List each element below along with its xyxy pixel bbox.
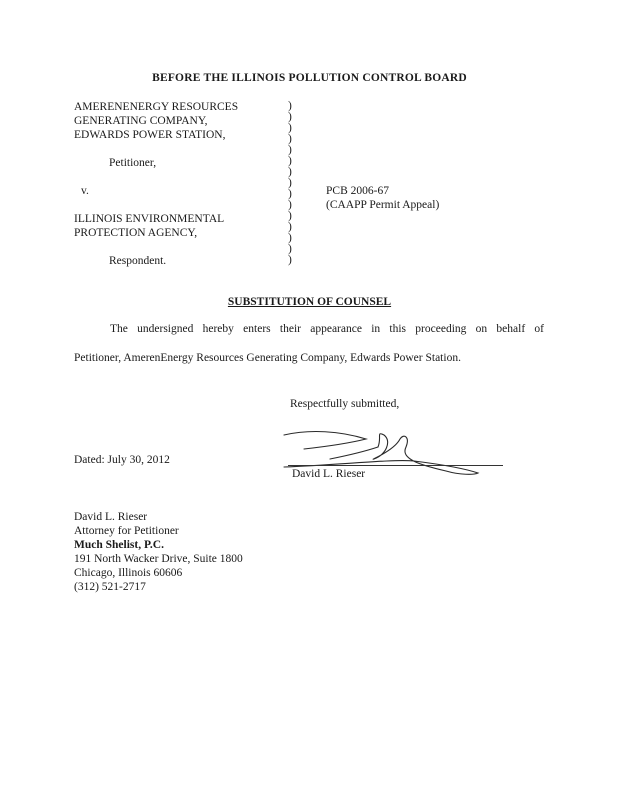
case-type: (CAAPP Permit Appeal)	[326, 199, 440, 211]
respondent-line: ILLINOIS ENVIRONMENTAL	[74, 213, 225, 225]
versus-label: v.	[81, 185, 89, 197]
caption-paren-column	[288, 101, 292, 266]
petitioner-line: EDWARDS POWER STATION,	[74, 129, 226, 141]
signature-line	[288, 465, 503, 466]
petitioner-line: AMERENENERGY RESOURCES	[74, 101, 239, 113]
board-heading: BEFORE THE ILLINOIS POLLUTION CONTROL BOARD	[152, 72, 467, 84]
respondent-line: PROTECTION AGENCY,	[74, 227, 198, 239]
paren: )	[288, 166, 292, 178]
body-line-2: Petitioner, AmerenEnergy Resources Generating Company, Edwards Power Station.	[74, 352, 461, 364]
phone-number: (312) 521-2717	[74, 581, 146, 593]
paren: )	[288, 133, 292, 145]
closing-text: Respectfully submitted,	[290, 398, 400, 410]
attorney-block	[74, 510, 243, 594]
paren: )	[288, 210, 292, 222]
paren: )	[288, 254, 292, 266]
attorney-role: Attorney for Petitioner	[74, 525, 179, 537]
address-line-1: 191 North Wacker Drive, Suite 1800	[74, 553, 243, 565]
dated-line: Dated: July 30, 2012	[74, 454, 170, 466]
attorney-name: David L. Rieser	[74, 511, 148, 523]
petitioner-name	[74, 100, 238, 142]
case-number: PCB 2006-67	[326, 185, 389, 197]
respondent-name	[74, 212, 224, 240]
paren: )	[288, 155, 292, 167]
paren: )	[288, 221, 292, 233]
paren: )	[288, 232, 292, 244]
paren: )	[288, 100, 292, 112]
paren: )	[288, 243, 292, 255]
law-firm: Much Shelist, P.C.	[74, 539, 164, 551]
address-line-2: Chicago, Illinois 60606	[74, 567, 183, 579]
paren: )	[288, 188, 292, 200]
paren: )	[288, 122, 292, 134]
body-line-1: The undersigned hereby enters their appearance in this proceeding on behalf of	[110, 323, 544, 335]
respondent-label: Respondent.	[109, 255, 167, 267]
petitioner-line: GENERATING COMPANY,	[74, 115, 208, 127]
paren: )	[288, 111, 292, 123]
petitioner-label: Petitioner,	[109, 157, 157, 169]
paren: )	[288, 199, 292, 211]
document-title: SUBSTITUTION OF COUNSEL	[227, 296, 392, 308]
paren: )	[288, 144, 292, 156]
signature-name: David L. Rieser	[292, 468, 366, 480]
paren: )	[288, 177, 292, 189]
